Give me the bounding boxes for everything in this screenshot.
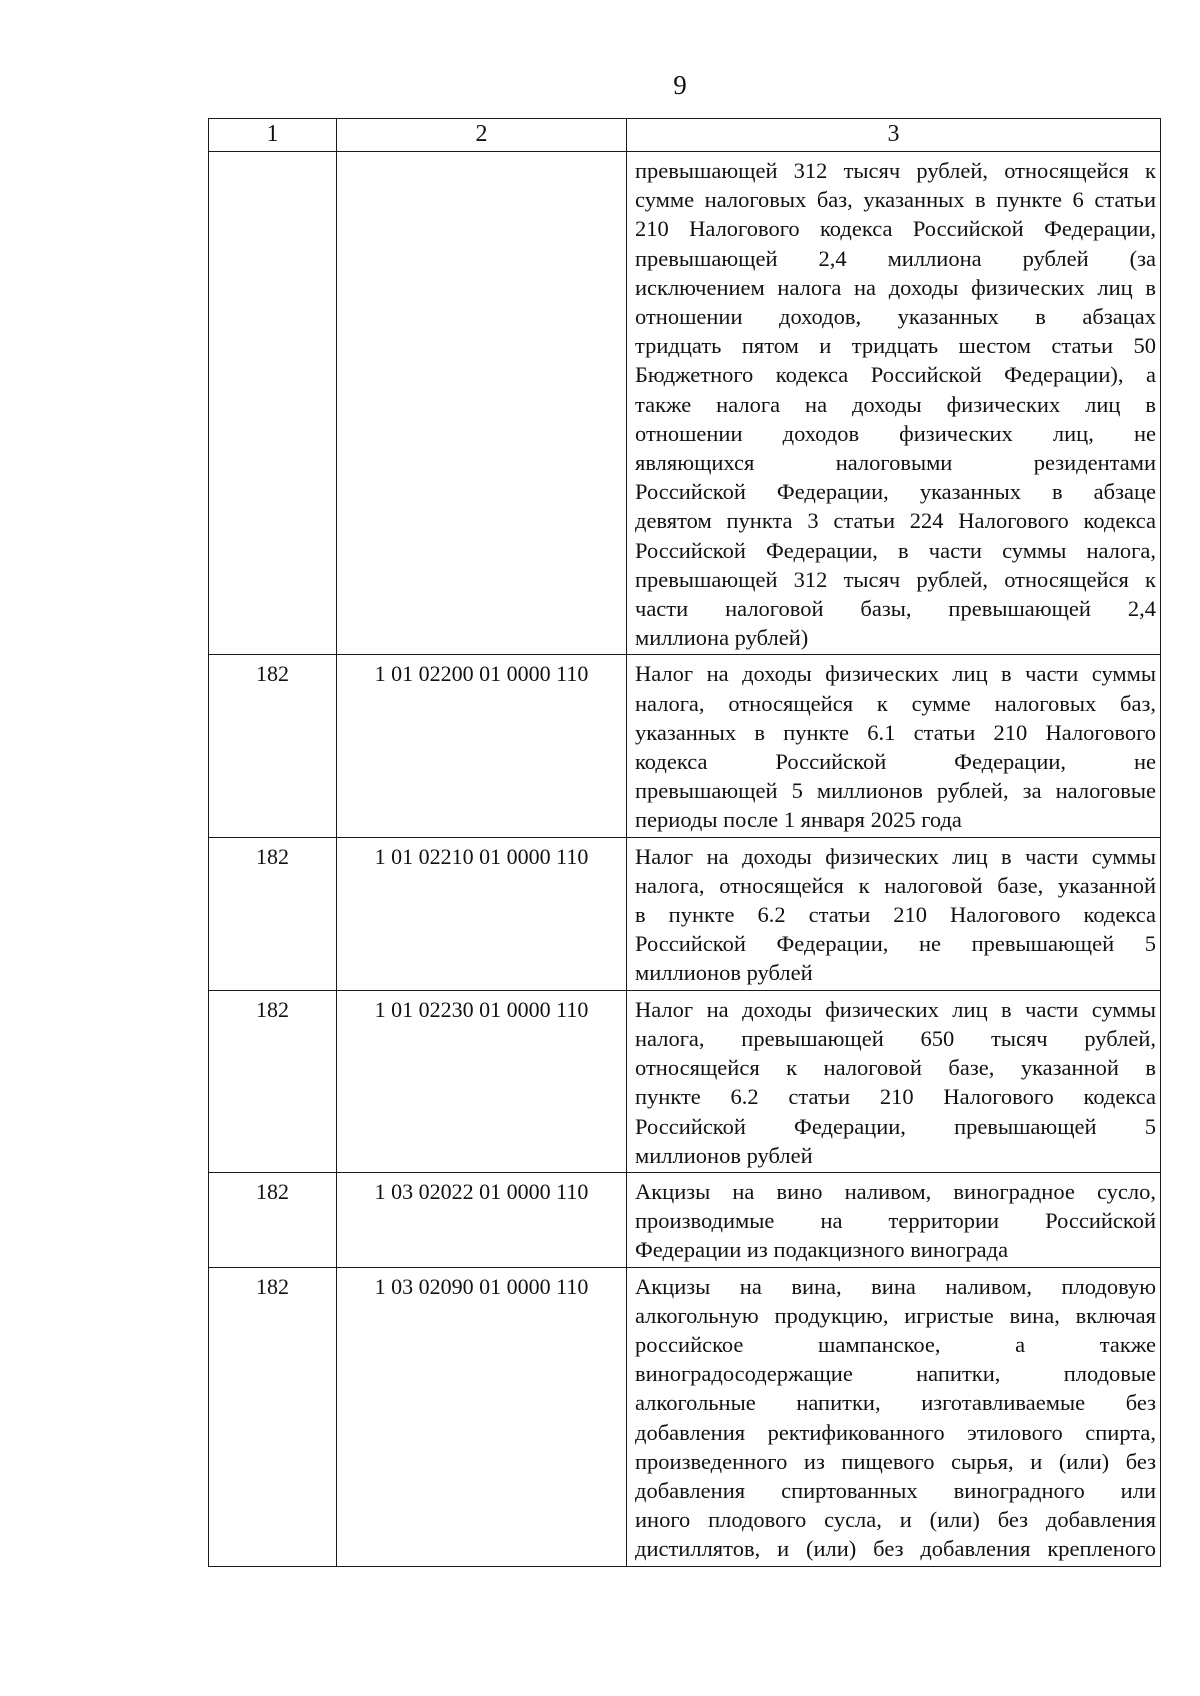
budget-code-cell: 1 03 02090 01 0000 110 (337, 1267, 627, 1566)
budget-code-cell (337, 152, 627, 655)
description-line: девятом пункта 3 статьи 224 Налогового кодекса (635, 508, 1156, 534)
description-cell (627, 990, 1161, 1172)
budget-code-cell: 1 01 02200 01 0000 110 (337, 655, 627, 837)
description-line: превышающей 5 миллионов рублей, за налоговые (635, 778, 1156, 804)
description-line: превышающей 312 тысяч рублей, относящейся к (635, 158, 1156, 183)
admin-code-cell (209, 152, 337, 655)
description-line: Акцизы на вино наливом, виноградное сусло, (635, 1178, 1156, 1204)
header-col-2: 2 (337, 119, 627, 152)
table-row (209, 990, 1161, 1172)
description-line: добавления спиртованных виноградного или (635, 1477, 1156, 1503)
admin-code-cell: 182 (209, 990, 337, 1172)
description-line: в пункте 6.2 статьи 210 Налогового кодекса (635, 902, 1156, 928)
description-line: иного плодового сусла, и (или) без добавления (635, 1507, 1156, 1533)
description-line: отношении доходов физических лиц, не (635, 420, 1156, 446)
budget-codes-table (208, 118, 1161, 1567)
description-line: Российской Федерации, превышающей 5 (635, 1113, 1156, 1139)
description-line: российское шампанское, а также (635, 1331, 1156, 1357)
admin-code-cell: 182 (209, 1267, 337, 1566)
description-line: превышающей 2,4 миллиона рублей (за (635, 245, 1156, 271)
description-line: являющихся налоговыми резидентами (635, 450, 1156, 476)
description-line: производимые на территории Российской (635, 1208, 1156, 1234)
admin-code-cell: 182 (209, 837, 337, 990)
description-line: налога, превышающей 650 тысяч рублей, (635, 1025, 1156, 1051)
description-line: Налог на доходы физических лиц в части суммы (635, 996, 1156, 1022)
table-row (209, 1172, 1161, 1267)
admin-code-cell: 182 (209, 655, 337, 837)
description-line: 210 Налогового кодекса Российской Федерации, (635, 216, 1156, 242)
header-col-3: 3 (627, 119, 1161, 152)
description-line: Российской Федерации, указанных в абзаце (635, 479, 1156, 505)
description-line: миллиона рублей) (635, 625, 809, 651)
description-line: алкогольные напитки, изготавливаемые без (635, 1390, 1156, 1416)
page-number: 9 (673, 70, 687, 100)
description-line: Российской Федерации, в части суммы налога, (635, 537, 1156, 563)
table-row (209, 837, 1161, 990)
description-line: сумме налоговых баз, указанных в пункте 6 статьи (635, 187, 1156, 213)
description-cell (627, 1267, 1161, 1566)
description-line: Акцизы на вина, вина наливом, плодовую (635, 1273, 1156, 1299)
description-line: части налоговой базы, превышающей 2,4 (635, 596, 1156, 622)
description-line: добавления ректификованного этилового спирта, (635, 1419, 1156, 1445)
admin-code-cell: 182 (209, 1172, 337, 1267)
description-cell (627, 655, 1161, 837)
header-col-1: 1 (209, 119, 337, 152)
budget-code-cell: 1 01 02230 01 0000 110 (337, 990, 627, 1172)
description-line: дистиллятов, и (или) без добавления крепленого (635, 1536, 1156, 1562)
description-line: пункте 6.2 статьи 210 Налогового кодекса (635, 1084, 1156, 1110)
description-line: Налог на доходы физических лиц в части суммы (635, 661, 1156, 687)
description-line: миллионов рублей (635, 960, 813, 986)
table-row (209, 655, 1161, 837)
description-line: указанных в пункте 6.1 статьи 210 Налогового (635, 719, 1156, 745)
description-line: Российской Федерации, не превышающей 5 (635, 931, 1156, 957)
description-line: Бюджетного кодекса Российской Федерации), а (635, 362, 1156, 388)
description-cell (627, 1172, 1161, 1267)
description-cell (627, 152, 1161, 655)
budget-code-cell: 1 03 02022 01 0000 110 (337, 1172, 627, 1267)
description-line: Налог на доходы физических лиц в части суммы (635, 843, 1156, 869)
description-line: превышающей 312 тысяч рублей, относящейся к (635, 566, 1156, 592)
description-line: также налога на доходы физических лиц в (635, 391, 1156, 417)
table-row (209, 152, 1161, 655)
table-row (209, 1267, 1161, 1566)
description-line: произведенного из пищевого сырья, и (или) без (635, 1448, 1156, 1474)
description-line: виноградосодержащие напитки, плодовые (635, 1361, 1156, 1387)
description-line: исключением налога на доходы физических лиц в (635, 274, 1156, 300)
description-line: тридцать пятом и тридцать шестом статьи 50 (635, 333, 1156, 359)
budget-code-cell: 1 01 02210 01 0000 110 (337, 837, 627, 990)
description-line: кодекса Российской Федерации, не (635, 749, 1156, 775)
description-cell (627, 837, 1161, 990)
description-line: налога, относящейся к сумме налоговых баз, (635, 690, 1156, 716)
description-line: отношении доходов, указанных в абзацах (635, 304, 1156, 330)
description-line: Федерации из подакцизного винограда (635, 1237, 1009, 1263)
description-line: алкогольную продукцию, игристые вина, включая (635, 1302, 1156, 1328)
header-row (209, 119, 1161, 152)
description-line: налога, относящейся к налоговой базе, указанной (635, 872, 1156, 898)
description-line: периоды после 1 января 2025 года (635, 807, 962, 833)
description-line: относящейся к налоговой базе, указанной в (635, 1055, 1156, 1081)
description-line: миллионов рублей (635, 1142, 813, 1168)
